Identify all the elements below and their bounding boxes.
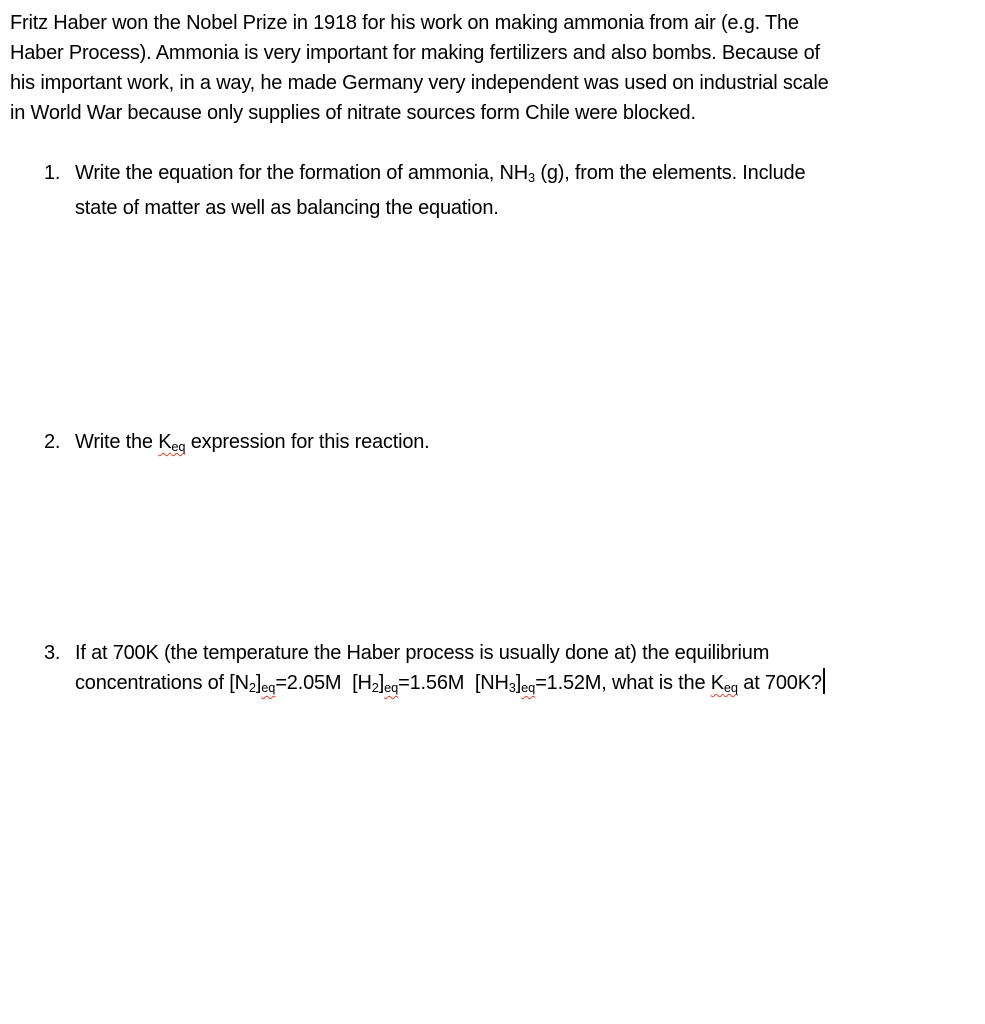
intro-paragraph — [10, 8, 967, 128]
question-3-line-1 — [75, 638, 977, 668]
text-run: =1.56M [NH — [398, 672, 509, 694]
misspelled-term — [158, 431, 185, 453]
text-cursor — [823, 668, 825, 694]
paragraph-line-2: Haber Process). Ammonia is very important for making fertilizers and also bombs. Because of — [10, 42, 820, 64]
text-run: Write the equation for the formation of ammonia, NH — [75, 162, 528, 184]
question-2-line-1 — [75, 427, 977, 462]
text-run: ] — [255, 672, 262, 694]
question-3-line-2 — [75, 668, 977, 703]
question-1-number: 1. — [44, 162, 61, 184]
subscript-text: 3 — [508, 679, 516, 695]
misspelled-term: eq — [384, 679, 399, 695]
subscript-text: 2 — [371, 679, 379, 695]
subscript-text: eq — [723, 679, 738, 695]
paragraph-line-3: his important work, in a way, he made Germany very independent was used on industrial scale — [10, 72, 829, 94]
question-3-number: 3. — [44, 642, 61, 664]
question-3 — [44, 638, 977, 703]
question-1-line-2 — [75, 193, 977, 223]
subscript-text: 3 — [527, 169, 536, 185]
text-run: at 700K? — [737, 672, 822, 694]
misspelled-term — [711, 672, 738, 694]
text-run: state of matter as well as balancing the equation. — [75, 196, 499, 219]
question-1-line-1 — [75, 158, 977, 193]
text-run: (g), from the elements. Include — [535, 162, 806, 184]
text-run: If at 700K (the temperature the Haber process is usually done at) the equilibrium — [75, 642, 770, 664]
question-2-text — [75, 427, 977, 462]
misspelled-term: eq — [261, 679, 276, 695]
misspelled-term: eq — [521, 679, 536, 695]
subscript-text: 2 — [248, 679, 256, 695]
paragraph-line-1: Fritz Haber won the Nobel Prize in 1918 for his work on making ammonia from air (e.g. The — [10, 12, 799, 34]
text-run: K — [710, 672, 724, 694]
text-run: expression for this reaction. — [185, 431, 430, 453]
question-2-number: 2. — [44, 431, 61, 453]
paragraph-line-4: in World War because only supplies of nitrate sources form Chile were blocked. — [10, 102, 696, 124]
text-run: ] — [515, 672, 522, 694]
text-run: K — [158, 431, 172, 453]
text-run: Write the — [75, 431, 159, 453]
question-1-text — [75, 158, 977, 223]
text-run: =1.52M, what is the — [535, 672, 711, 694]
question-1 — [44, 158, 977, 223]
subscript-text: eq — [171, 438, 186, 454]
question-2 — [44, 427, 977, 462]
text-run: ] — [378, 672, 385, 694]
text-run: concentrations of [N — [75, 672, 249, 694]
question-3-text — [75, 638, 977, 703]
text-run: =2.05M [H — [275, 672, 372, 694]
